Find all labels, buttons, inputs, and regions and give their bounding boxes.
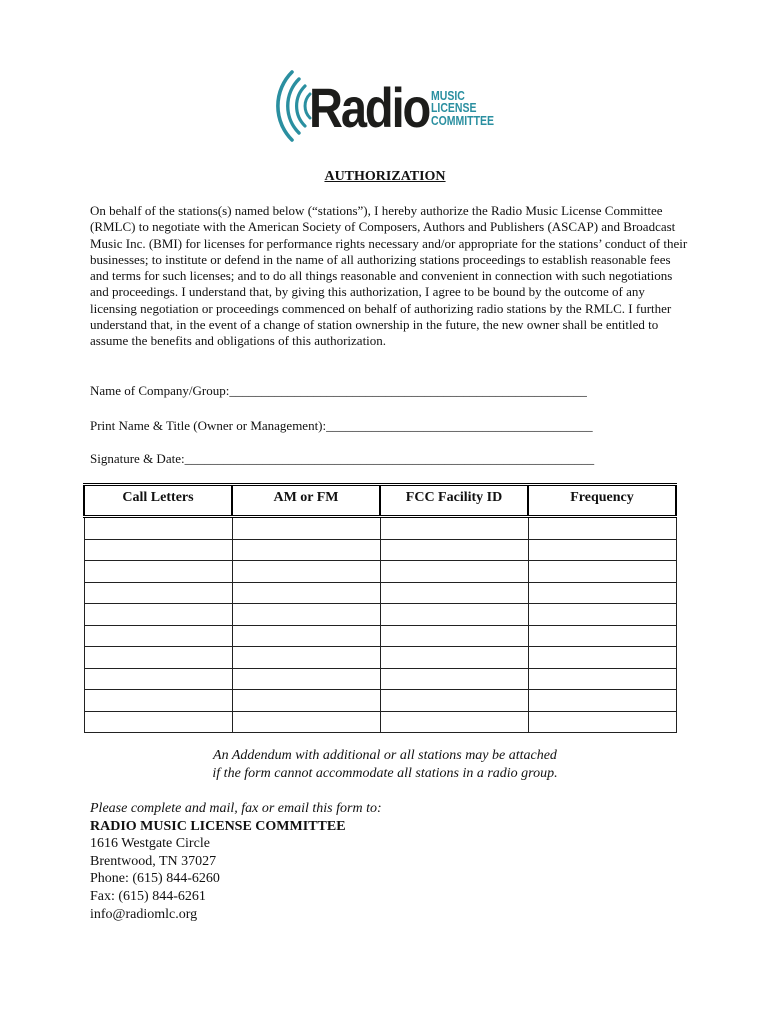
station-cell[interactable] — [528, 625, 676, 647]
station-cell[interactable] — [380, 561, 528, 583]
station-cell[interactable] — [232, 604, 380, 626]
station-cell[interactable] — [380, 517, 528, 540]
contact-block — [90, 800, 382, 923]
table-row — [84, 604, 676, 626]
contact-phone: Phone: (615) 844-6260 — [90, 871, 220, 887]
station-cell[interactable] — [528, 690, 676, 712]
rmlc-logo — [272, 66, 512, 146]
station-cell[interactable] — [232, 582, 380, 604]
table-row — [84, 517, 676, 540]
station-cell[interactable] — [528, 517, 676, 540]
station-cell[interactable] — [232, 561, 380, 583]
contact-email[interactable]: info@radiomlc.org — [90, 906, 198, 922]
table-row — [84, 647, 676, 669]
contact-intro: Please complete and mail, fax or email this form to: — [90, 801, 382, 816]
logo-subtitle — [431, 90, 494, 127]
station-cell[interactable] — [84, 582, 232, 604]
station-cell[interactable] — [528, 711, 676, 733]
table-row — [84, 561, 676, 583]
station-cell[interactable] — [232, 647, 380, 669]
table-row — [84, 625, 676, 647]
logo-sub-line: MUSIC — [431, 89, 465, 103]
station-cell[interactable] — [380, 647, 528, 669]
page-title: AUTHORIZATION — [324, 169, 446, 184]
station-cell[interactable] — [380, 625, 528, 647]
station-cell[interactable] — [232, 690, 380, 712]
station-cell[interactable] — [84, 647, 232, 669]
note-line: An Addendum with additional or all stations may be attached — [213, 748, 557, 763]
header-am-fm: AM or FM — [232, 485, 380, 517]
signature-field[interactable]: Signature & Date:_______________________________________________________________ — [90, 451, 595, 466]
table-row — [84, 539, 676, 561]
table-header-row — [84, 485, 676, 517]
company-field[interactable]: Name of Company/Group:_______________________________________________________ — [90, 383, 587, 398]
header-call-letters: Call Letters — [84, 485, 232, 517]
station-cell[interactable] — [380, 539, 528, 561]
station-cell[interactable] — [380, 690, 528, 712]
station-cell[interactable] — [84, 604, 232, 626]
station-cell[interactable] — [528, 604, 676, 626]
station-cell[interactable] — [380, 582, 528, 604]
name-title-field[interactable]: Print Name & Title (Owner or Management):_________________________________________ — [90, 418, 593, 433]
station-cell[interactable] — [380, 668, 528, 690]
table-row — [84, 668, 676, 690]
addendum-note — [0, 747, 770, 783]
header-frequency: Frequency — [528, 485, 676, 517]
header-fcc-facility-id: FCC Facility ID — [380, 485, 528, 517]
logo-sub-line: COMMITTEE — [431, 113, 494, 128]
station-cell[interactable] — [232, 625, 380, 647]
station-cell[interactable] — [84, 690, 232, 712]
station-cell[interactable] — [528, 647, 676, 669]
logo-wordmark: Radio — [309, 76, 430, 139]
authorization-text: On behalf of the stations(s) named below (“stations”), I hereby authorize the Radio Music License Committee (RMLC) to negotiate with the American Society of Composers, Authors and Publishers (ASCAP) and Broadcast Music Inc. (BMI) for licenses for performance rights necessary and/or appropriate for the stations’ conduct of their businesses; to institute or defend in the name of all authorizing stations proceedings to establish reasonable fees and terms for such licenses; and to do all things reasonable and convenient in connection with such negotiations and proceedings. I understand that, by giving this authorization, I agree to be bound by the outcome of any licensing negotiation or proceedings commenced on behalf of authorizing radio stations by the RMLC. I further understand that, in the event of a change of station ownership in the future, the new owner shall be entitled to assume the benefits and obligations of this authorization. — [90, 203, 688, 349]
station-cell[interactable] — [84, 561, 232, 583]
station-cell[interactable] — [232, 539, 380, 561]
station-cell[interactable] — [84, 539, 232, 561]
station-cell[interactable] — [84, 517, 232, 540]
station-cell[interactable] — [232, 711, 380, 733]
logo-sub-line: LICENSE — [431, 101, 477, 116]
note-line: if the form cannot accommodate all stations in a radio group. — [212, 766, 558, 781]
station-cell[interactable] — [528, 668, 676, 690]
station-cell[interactable] — [232, 668, 380, 690]
station-cell[interactable] — [84, 625, 232, 647]
contact-street: 1616 Westgate Circle — [90, 836, 210, 852]
contact-org: RADIO MUSIC LICENSE COMMITTEE — [90, 818, 346, 834]
station-cell[interactable] — [84, 668, 232, 690]
station-cell[interactable] — [528, 539, 676, 561]
table-row — [84, 711, 676, 733]
station-cell[interactable] — [528, 582, 676, 604]
station-cell[interactable] — [380, 711, 528, 733]
station-cell[interactable] — [380, 604, 528, 626]
table-row — [84, 582, 676, 604]
station-cell[interactable] — [84, 711, 232, 733]
stations-table — [83, 483, 677, 733]
station-cell[interactable] — [232, 517, 380, 540]
table-row — [84, 690, 676, 712]
station-cell[interactable] — [528, 561, 676, 583]
contact-city: Brentwood, TN 37027 — [90, 853, 217, 869]
contact-fax: Fax: (615) 844-6261 — [90, 888, 206, 904]
